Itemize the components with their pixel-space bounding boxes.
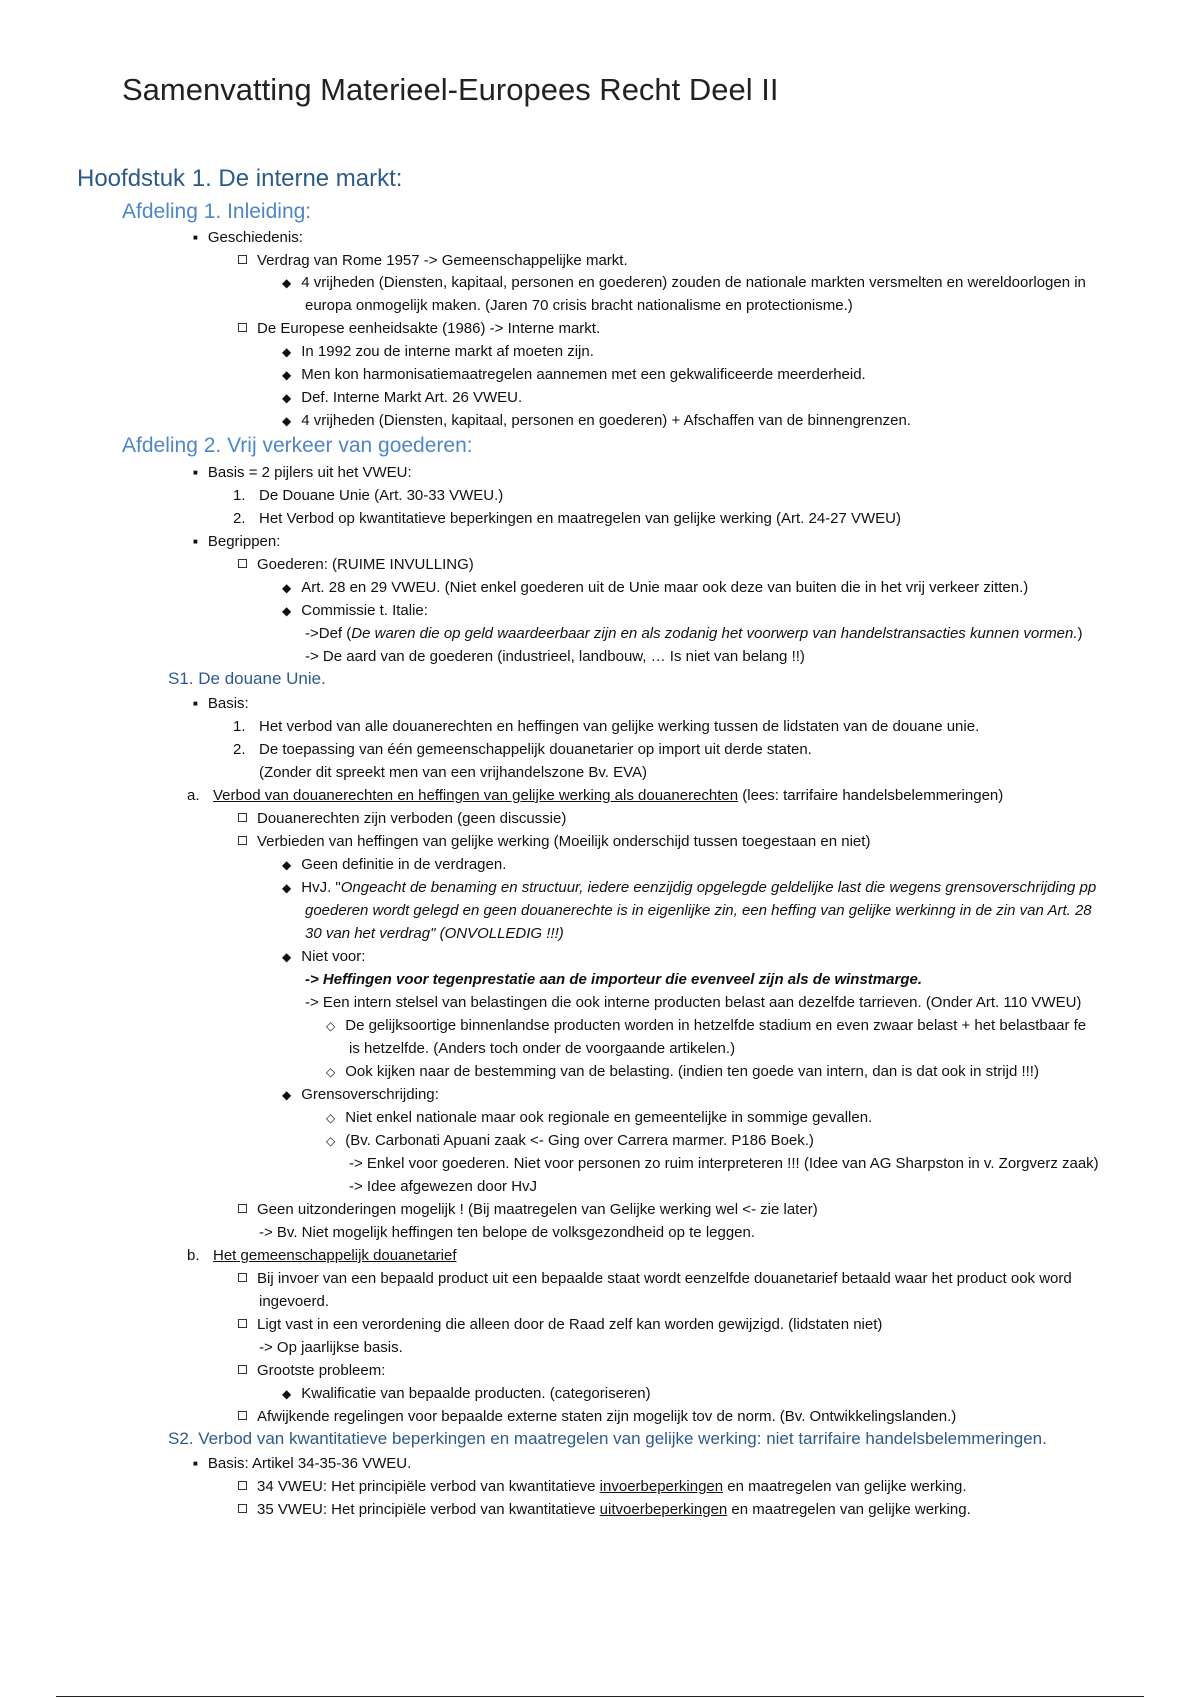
diamond-bullet-icon: ◆ <box>282 858 292 872</box>
text-line: -> Heffingen voor tegenprestatie aan de importeur die evenveel zijn als de winstmarge. <box>305 971 922 988</box>
text-line: -> Idee afgewezen door HvJ <box>349 1178 538 1195</box>
square-bullet-icon <box>238 1204 247 1213</box>
numbered-line: 2. Het Verbod op kwantitatieve beperkingen en maatregelen van gelijke werking (Art. 24-27 VWEU) <box>233 510 902 527</box>
section-heading-1: Afdeling 1. Inleiding: <box>122 200 312 223</box>
page-footer-rule <box>56 1696 1144 1697</box>
hollow-diamond-icon: ◇ <box>326 1019 336 1033</box>
square-bullet-icon <box>238 255 247 264</box>
text-line: -> Een intern stelsel van belastingen die ook interne producten belast aan dezelfde tarrieven. (Onder Art. 110 VWEU) <box>305 994 1082 1011</box>
bullet-icon: ■ <box>193 537 198 546</box>
bullet-line: Verdrag van Rome 1957 -> Gemeenschappelijke markt. <box>238 251 628 271</box>
bullet-line: ◆ In 1992 zou de interne markt af moeten zijn. <box>282 343 594 360</box>
square-bullet-icon <box>238 1273 247 1282</box>
bullet-icon: ■ <box>193 233 198 242</box>
square-bullet-icon <box>238 323 247 332</box>
diamond-bullet-icon: ◆ <box>282 1387 292 1401</box>
square-bullet-icon <box>238 836 247 845</box>
numbered-line: 1. De Douane Unie (Art. 30-33 VWEU.) <box>233 487 504 504</box>
diamond-bullet-icon: ◆ <box>282 276 292 290</box>
hollow-diamond-icon: ◇ <box>326 1111 336 1125</box>
lettered-line: a. Verbod van douanerechten en heffingen van gelijke werking als douanerechten (lees: tarrifaire handelsbelemmeringen) <box>187 787 1004 804</box>
text-line: -> Bv. Niet mogelijk heffingen ten belope de volksgezondheid op te leggen. <box>259 1224 756 1241</box>
lettered-line: b. Het gemeenschappelijk douanetarief <box>187 1247 457 1264</box>
square-bullet-icon <box>238 813 247 822</box>
diamond-bullet-icon: ◆ <box>282 950 292 964</box>
bullet-line: Verbieden van heffingen van gelijke werking (Moeilijk onderschijd tussen toegestaan en niet) <box>238 832 870 852</box>
chapter-heading: Hoofdstuk 1. De interne markt: <box>77 165 403 192</box>
bullet-line: Geen uitzonderingen mogelijk ! (Bij maatregelen van Gelijke werking wel <- zie later) <box>238 1200 818 1220</box>
subsection-heading-1: S1. De douane Unie. <box>168 669 326 688</box>
text-line: 30 van het verdrag" (ONVOLLEDIG !!!) <box>305 925 564 942</box>
diamond-bullet-icon: ◆ <box>282 414 292 428</box>
bullet-line: ◆ Grensoverschrijding: <box>282 1086 439 1103</box>
bullet-line: Douanerechten zijn verboden (geen discussie) <box>238 809 566 829</box>
bullet-line: Bij invoer van een bepaald product uit een bepaalde staat wordt eenzelfde douanetarief betaald waar het product ook word <box>238 1269 1072 1289</box>
bullet-line: ◆ Geen definitie in de verdragen. <box>282 856 507 873</box>
bullet-line: ◆ Kwalificatie van bepaalde producten. (categoriseren) <box>282 1385 651 1402</box>
diamond-bullet-icon: ◆ <box>282 604 292 618</box>
subsection-heading-2: S2. Verbod van kwantitatieve beperkingen en maatregelen van gelijke werking: niet tarrifaire handelsbelemmeringen. <box>168 1429 1047 1448</box>
bullet-line: ◆ 4 vrijheden (Diensten, kapitaal, personen en goederen) zouden de nationale markten versmelten en wereldoorlogen in <box>282 274 1086 291</box>
bullet-line: ◇ Niet enkel nationale maar ook regionale en gemeentelijke in sommige gevallen. <box>326 1109 873 1126</box>
bullet-line: Grootste probleem: <box>238 1361 385 1381</box>
bullet-line: ◆ Commissie t. Italie: <box>282 602 428 619</box>
diamond-bullet-icon: ◆ <box>282 581 292 595</box>
square-bullet-icon <box>238 1319 247 1328</box>
bullet-line: 34 VWEU: Het principiële verbod van kwantitatieve invoerbeperkingen en maatregelen van gelijke werking. <box>238 1477 967 1497</box>
numbered-line: 2. De toepassing van één gemeenschappelijk douanetarier op import uit derde staten. <box>233 741 812 758</box>
bullet-icon: ■ <box>193 468 198 477</box>
text-line: goederen wordt gelegd en geen douanerechte is in eigenlijke zin, een heffing van gelijke werkinng in de zin van Art. 28 <box>305 902 1092 919</box>
bullet-line: ■ Basis: Artikel 34-35-36 VWEU. <box>193 1455 412 1472</box>
bullet-line: ◇ De gelijksoortige binnenlandse producten worden in hetzelfde stadium en even zwaar belast + het belastbaar fe <box>326 1017 1087 1034</box>
text-line: is hetzelfde. (Anders toch onder de voorgaande artikelen.) <box>349 1040 736 1057</box>
bullet-line: De Europese eenheidsakte (1986) -> Interne markt. <box>238 319 600 339</box>
text-line: -> De aard van de goederen (industrieel, landbouw, … Is niet van belang !!) <box>305 648 805 665</box>
section-heading-2: Afdeling 2. Vrij verkeer van goederen: <box>122 434 473 457</box>
bullet-line: ◆ Men kon harmonisatiemaatregelen aannemen met een gekwalificeerde meerderheid. <box>282 366 866 383</box>
text-line: ->Def (De waren die op geld waardeerbaar zijn en als zodanig het voorwerp van handelstransacties kunnen vormen.) <box>305 625 1083 642</box>
bullet-line: ◆ Niet voor: <box>282 948 366 965</box>
text-line: (Zonder dit spreekt men van een vrijhandelszone Bv. EVA) <box>259 764 647 781</box>
text-line: europa onmogelijk maken. (Jaren 70 crisis bracht nationalisme en protectionisme.) <box>305 297 853 314</box>
diamond-bullet-icon: ◆ <box>282 881 292 895</box>
bullet-line: Ligt vast in een verordening die alleen door de Raad zelf kan worden gewijzigd. (lidstaten niet) <box>238 1315 882 1335</box>
bullet-line: ◇ Ook kijken naar de bestemming van de belasting. (indien ten goede van intern, dan is dat ook in strijd !!!) <box>326 1063 1039 1080</box>
text-line: -> Enkel voor goederen. Niet voor personen zo ruim interpreteren !!! (Idee van AG Sharpston in v. Zorgverz zaak) <box>349 1155 1099 1172</box>
numbered-line: 1. Het verbod van alle douanerechten en heffingen van gelijke werking tussen de lidstaten van de douane unie. <box>233 718 980 735</box>
diamond-bullet-icon: ◆ <box>282 368 292 382</box>
bullet-line: ◇ (Bv. Carbonati Apuani zaak <- Ging over Carrera marmer. P186 Boek.) <box>326 1132 814 1149</box>
bullet-line: ■ Begrippen: <box>193 533 281 550</box>
text-line: -> Op jaarlijkse basis. <box>259 1339 403 1356</box>
bullet-icon: ■ <box>193 699 198 708</box>
document-title: Samenvatting Materieel-Europees Recht Deel II <box>122 72 779 107</box>
bullet-line: ◆ HvJ. "Ongeacht de benaming en structuur, iedere eenzijdig opgelegde geldelijke last die wegens grensoverschrijding pp <box>282 879 1097 896</box>
diamond-bullet-icon: ◆ <box>282 345 292 359</box>
bullet-line: ■ Basis: <box>193 695 249 712</box>
bullet-line: Goederen: (RUIME INVULLING) <box>238 555 474 575</box>
bullet-icon: ■ <box>193 1459 198 1468</box>
square-bullet-icon <box>238 1504 247 1513</box>
square-bullet-icon <box>238 1365 247 1374</box>
diamond-bullet-icon: ◆ <box>282 391 292 405</box>
hollow-diamond-icon: ◇ <box>326 1134 336 1148</box>
bullet-line: Afwijkende regelingen voor bepaalde externe staten zijn mogelijk tov de norm. (Bv. Ontwikkelingslanden.) <box>238 1407 956 1427</box>
bullet-line: ◆ Def. Interne Markt Art. 26 VWEU. <box>282 389 523 406</box>
text-line: ingevoerd. <box>259 1293 330 1310</box>
square-bullet-icon <box>238 559 247 568</box>
bullet-line: ■ Basis = 2 pijlers uit het VWEU: <box>193 464 412 481</box>
square-bullet-icon <box>238 1481 247 1490</box>
bullet-line: ◆ 4 vrijheden (Diensten, kapitaal, personen en goederen) + Afschaffen van de binnengrenzen. <box>282 412 911 429</box>
diamond-bullet-icon: ◆ <box>282 1088 292 1102</box>
bullet-line: ◆ Art. 28 en 29 VWEU. (Niet enkel goederen uit de Unie maar ook deze van buiten die in het vrij verkeer zitten.) <box>282 579 1029 596</box>
square-bullet-icon <box>238 1411 247 1420</box>
hollow-diamond-icon: ◇ <box>326 1065 336 1079</box>
bullet-line: 35 VWEU: Het principiële verbod van kwantitatieve uitvoerbeperkingen en maatregelen van gelijke werking. <box>238 1500 971 1520</box>
bullet-line: ■ Geschiedenis: <box>193 229 303 246</box>
